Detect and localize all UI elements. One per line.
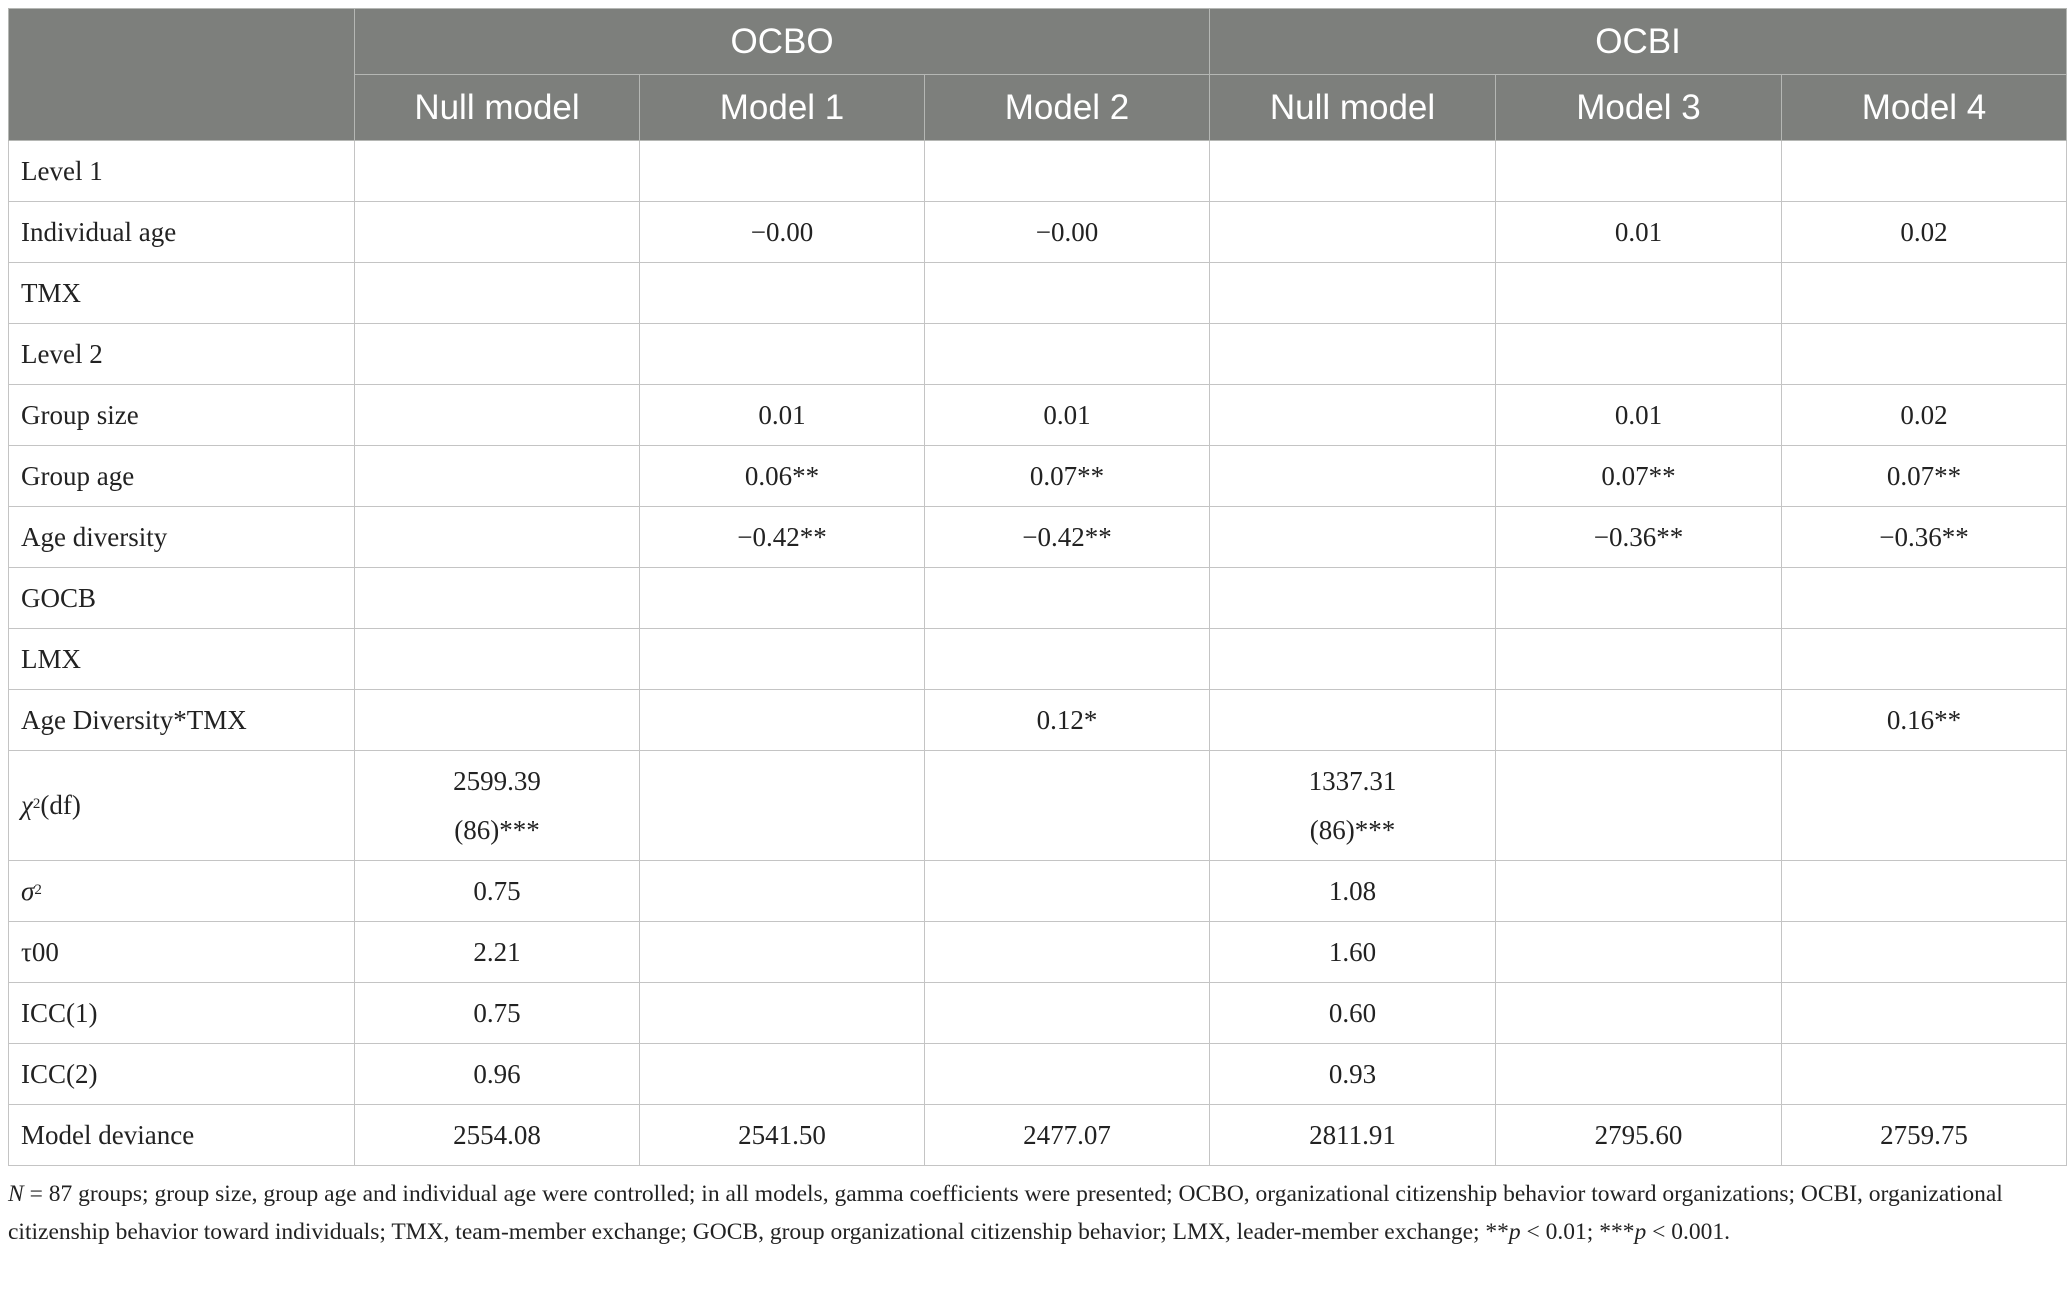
table-cell [640,751,925,861]
table-cell [1496,324,1782,385]
table-cell [1496,1044,1782,1105]
table-row [9,568,2067,629]
table-cell: 2795.60 [1496,1105,1782,1166]
row-label: Individual age [9,202,355,263]
row-label: GOCB [9,568,355,629]
table-row [9,1105,2067,1166]
table-cell: 0.60 [1210,983,1496,1044]
note-n-variable: N [8,1181,24,1207]
header-group-row [9,9,2067,75]
table-cell [1782,751,2067,861]
table-cell: 2554.08 [355,1105,640,1166]
table-cell: 0.96 [355,1044,640,1105]
header-col-ocbi-null: Null model [1210,75,1496,141]
table-cell: 2477.07 [925,1105,1210,1166]
table-cell [640,263,925,324]
table-cell [1210,141,1496,202]
header-group-ocbo: OCBO [355,9,1210,75]
table-cell [640,568,925,629]
row-label: Model deviance [9,1105,355,1166]
table-cell [1782,922,2067,983]
table-cell [925,922,1210,983]
table-cell: 0.07** [925,446,1210,507]
table-cell [640,861,925,922]
row-label: TMX [9,263,355,324]
table-cell: −0.36** [1782,507,2067,568]
table-cell: 0.02 [1782,385,2067,446]
table-cell [640,324,925,385]
table-cell [1782,141,2067,202]
table-cell: 0.01 [1496,385,1782,446]
row-label: τ00 [9,922,355,983]
table-cell [355,263,640,324]
table-cell [925,324,1210,385]
table-cell [1496,690,1782,751]
note-p-variable: p [1634,1219,1647,1245]
table-row [9,1044,2067,1105]
sigma-superscript: 2 [34,881,42,898]
table-row [9,141,2067,202]
table-cell [640,983,925,1044]
row-label: Group size [9,385,355,446]
table-cell: 0.06** [640,446,925,507]
table-cell [640,629,925,690]
chi-superscript: 2 [32,796,41,812]
table-cell [925,751,1210,861]
table-cell [1496,861,1782,922]
header-col-model1: Model 1 [640,75,925,141]
table-cell [1782,629,2067,690]
row-label-chi-square [9,751,355,861]
table-cell: 2759.75 [1782,1105,2067,1166]
row-label: Age diversity [9,507,355,568]
row-label: Group age [9,446,355,507]
table-row [9,690,2067,751]
table-header [9,9,2067,141]
table-cell: 0.93 [1210,1044,1496,1105]
table-cell [925,629,1210,690]
table-cell: 0.07** [1496,446,1782,507]
row-label: ICC(2) [9,1044,355,1105]
table-row [9,324,2067,385]
header-col-model3: Model 3 [1496,75,1782,141]
note-text: < 0.01; *** [1520,1219,1635,1245]
table-cell [1496,751,1782,861]
note-text: < 0.001. [1646,1219,1730,1245]
table-cell: 2.21 [355,922,640,983]
note-text: = 87 groups; group size, group age and individual age were controlled; in all models, gamma coefficients were presented; OCBO, organizational citizenship behavior toward organizations; OCBI, organizational citizenship behavior toward individuals; TMX, team-member exchange; GOCB, group organizational citizenship behavior; LMX, leader-member exchange; ** [8,1181,2003,1245]
table-cell [1496,922,1782,983]
table-row [9,385,2067,446]
table-cell [355,751,640,861]
table-cell [640,922,925,983]
row-label: Level 2 [9,324,355,385]
table-cell [1782,324,2067,385]
table-cell [1210,324,1496,385]
table-cell [1782,983,2067,1044]
table-cell: −0.00 [925,202,1210,263]
table-cell: 0.07** [1782,446,2067,507]
table-cell [925,141,1210,202]
table-cell [355,202,640,263]
sigma-symbol: σ [21,875,35,906]
table-cell [1210,690,1496,751]
table-cell [355,629,640,690]
table-cell [1782,568,2067,629]
table-row [9,629,2067,690]
table-cell [1210,263,1496,324]
row-label: Level 1 [9,141,355,202]
table-cell [355,690,640,751]
chi-df: (86)*** [454,814,540,845]
table-cell [1782,861,2067,922]
chi-value: 2599.39 [453,765,541,796]
table-cell [925,263,1210,324]
table-row [9,446,2067,507]
chi-suffix: (df) [40,790,81,820]
table-cell [925,568,1210,629]
header-group-ocbi: OCBI [1210,9,2067,75]
table-cell: 2811.91 [1210,1105,1496,1166]
table-cell [1782,1044,2067,1105]
table-cell [1210,629,1496,690]
table-row [9,202,2067,263]
note-p-variable: p [1508,1219,1521,1245]
table-cell: 0.01 [640,385,925,446]
chi-value: 1337.31 [1308,765,1397,796]
row-label: Age Diversity*TMX [9,690,355,751]
table-container [8,8,2066,1251]
table-cell: 1.60 [1210,922,1496,983]
table-cell [355,568,640,629]
table-cell [355,141,640,202]
header-corner-cell [9,9,355,141]
chi-symbol: χ [21,790,33,820]
table-cell [1210,507,1496,568]
table-row [9,983,2067,1044]
table-cell [1782,263,2067,324]
table-cell: 0.02 [1782,202,2067,263]
table-cell [1210,751,1496,861]
table-cell [1496,263,1782,324]
table-cell: 1.08 [1210,861,1496,922]
table-cell: 0.01 [925,385,1210,446]
table-cell [925,1044,1210,1105]
table-cell: −0.00 [640,202,925,263]
table-footnote [8,1175,2060,1251]
table-row [9,922,2067,983]
table-cell: 0.75 [355,983,640,1044]
table-cell [925,983,1210,1044]
table-cell [1210,385,1496,446]
table-cell: −0.42** [925,507,1210,568]
table-cell [355,324,640,385]
table-cell [1496,141,1782,202]
table-cell [355,446,640,507]
table-cell [1496,568,1782,629]
table-cell [1210,202,1496,263]
header-col-ocbo-null: Null model [355,75,640,141]
regression-table [8,8,2067,1166]
table-cell [640,690,925,751]
table-cell [1210,568,1496,629]
table-cell [640,141,925,202]
row-label: ICC(1) [9,983,355,1044]
table-cell [1496,629,1782,690]
table-row-chi-square [9,751,2067,861]
table-cell: 0.01 [1496,202,1782,263]
table-body [9,141,2067,1166]
row-label: LMX [9,629,355,690]
table-cell: 2541.50 [640,1105,925,1166]
table-row-sigma [9,861,2067,922]
row-label-sigma [9,861,355,922]
table-cell [1210,446,1496,507]
table-cell [925,861,1210,922]
chi-df: (86)*** [1309,814,1396,845]
table-row [9,507,2067,568]
table-cell [355,385,640,446]
table-cell: −0.36** [1496,507,1782,568]
table-cell: 0.12* [925,690,1210,751]
table-cell: 0.16** [1782,690,2067,751]
table-row [9,263,2067,324]
table-cell: 0.75 [355,861,640,922]
header-col-model4: Model 4 [1782,75,2067,141]
table-cell: −0.42** [640,507,925,568]
header-col-model2: Model 2 [925,75,1210,141]
table-cell [355,507,640,568]
table-cell [640,1044,925,1105]
table-cell [1496,983,1782,1044]
